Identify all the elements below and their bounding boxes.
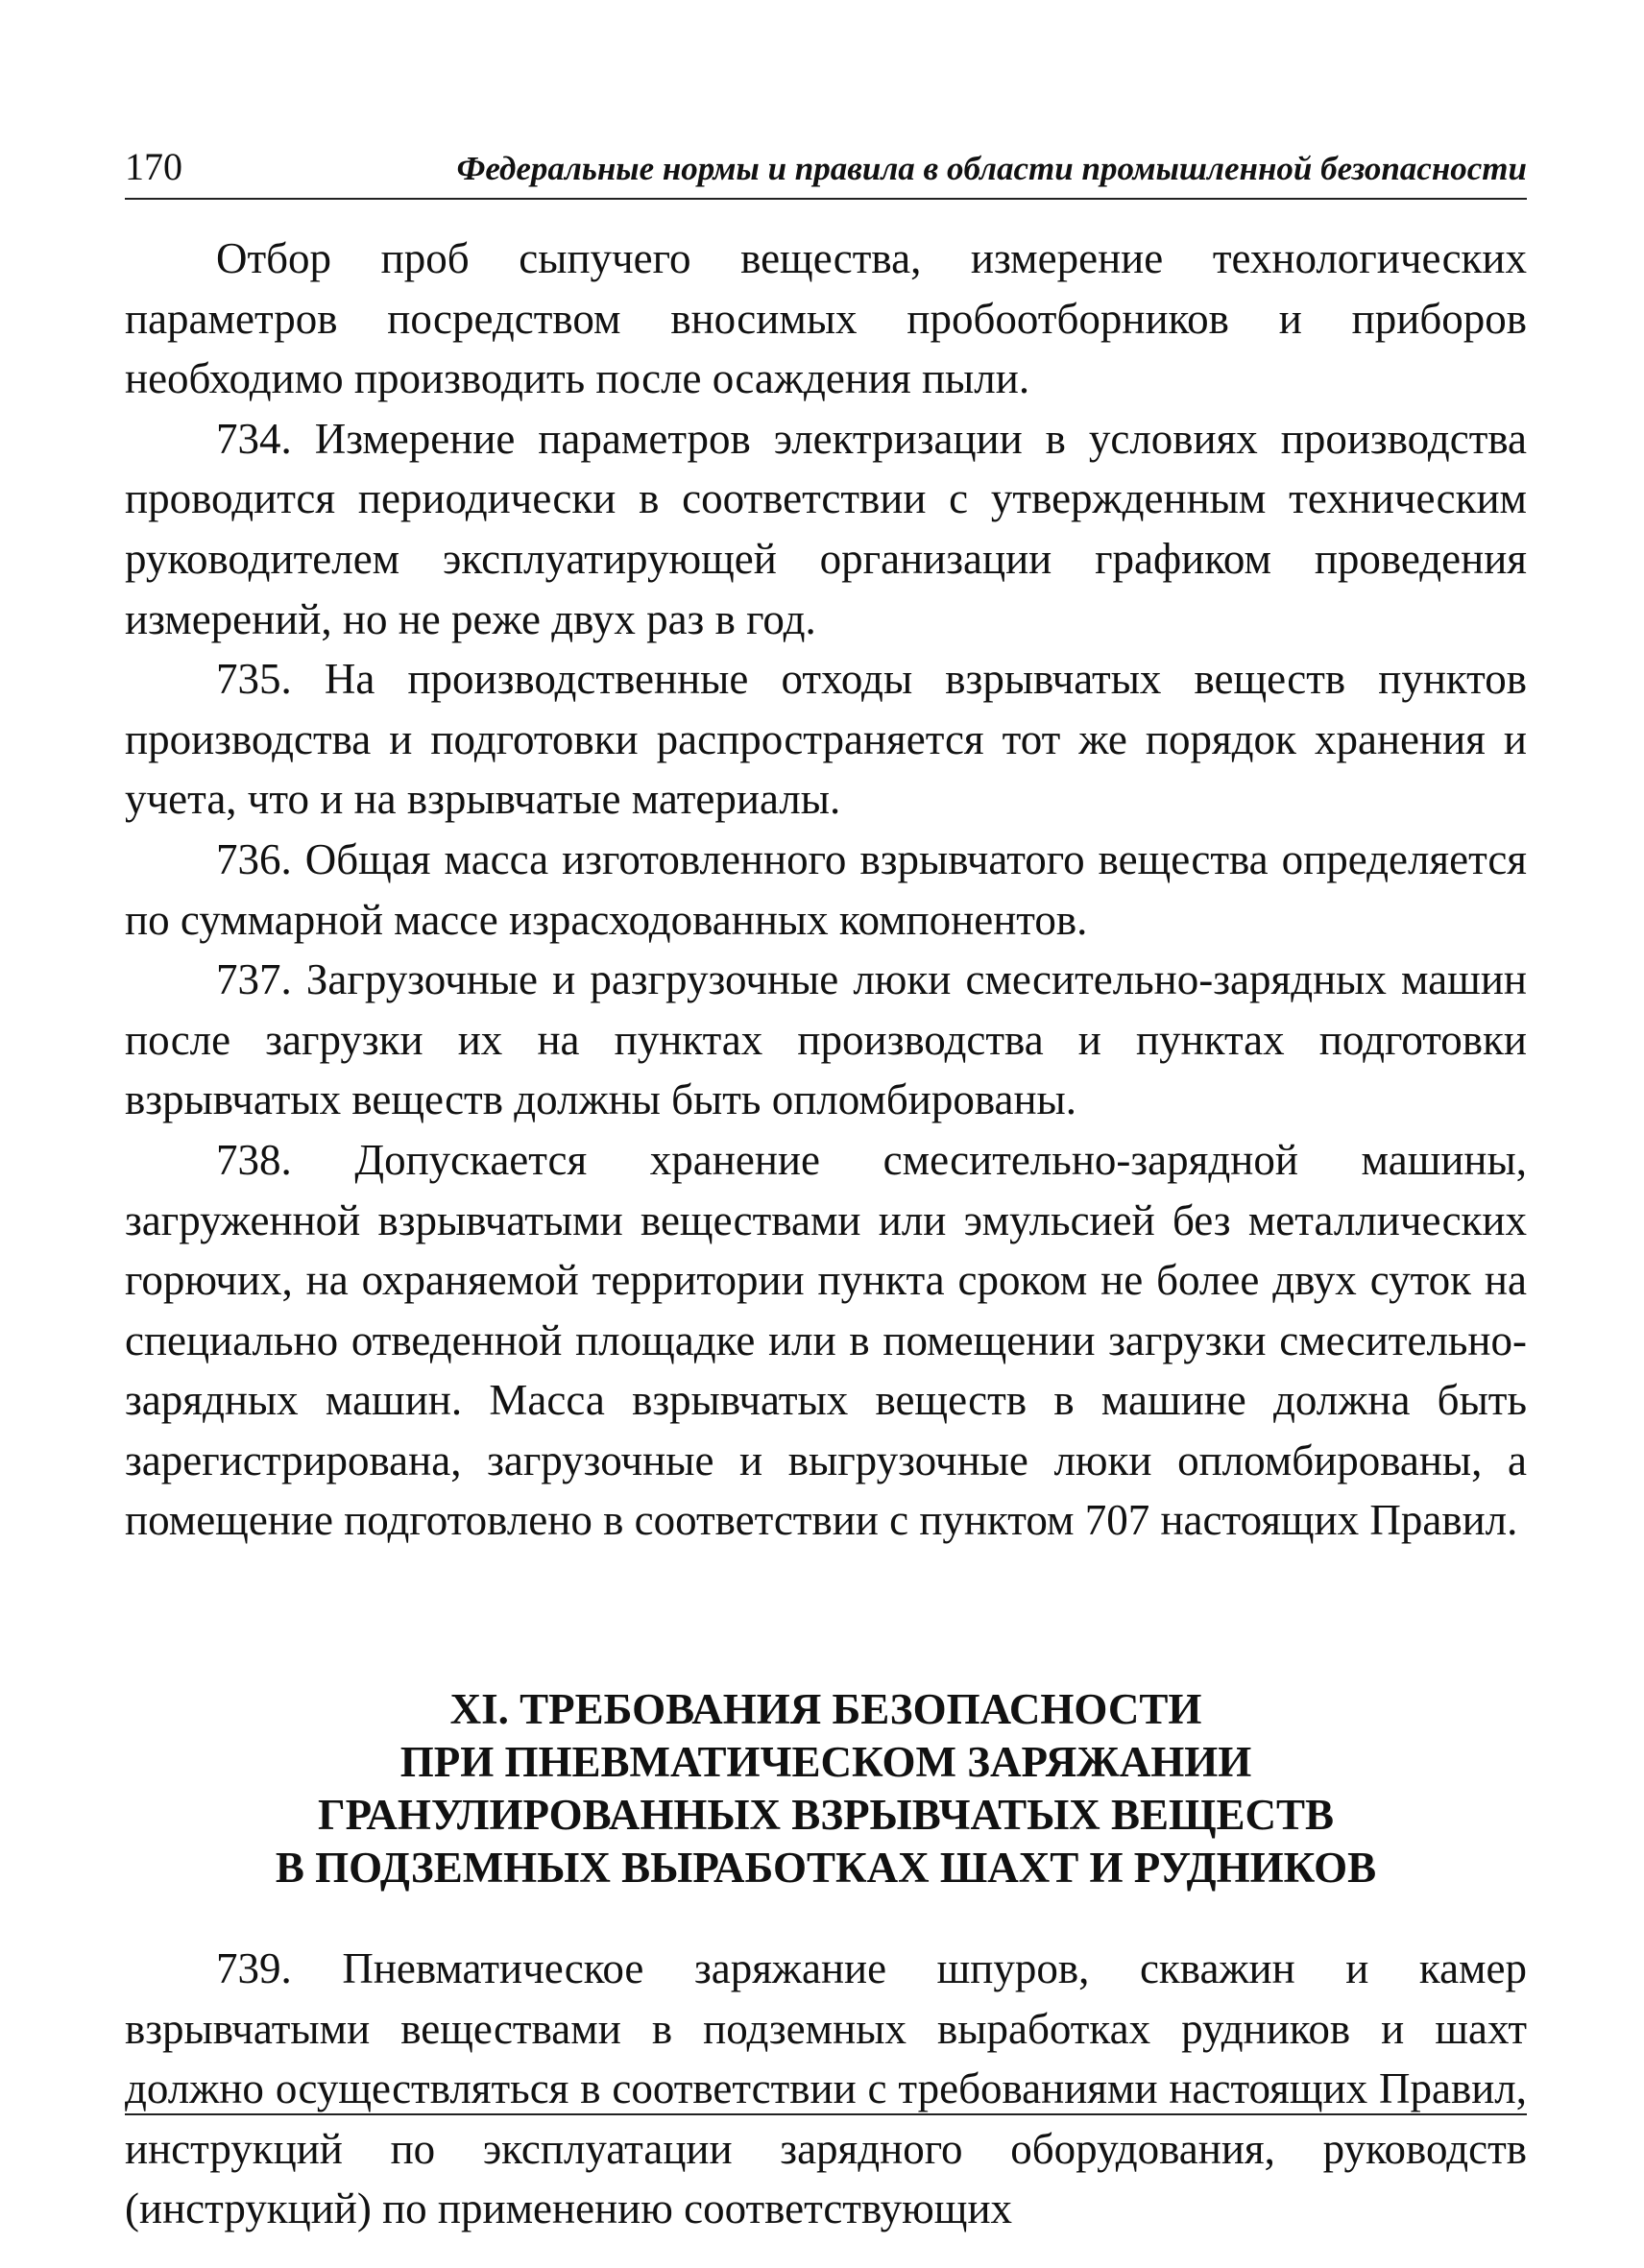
paragraph-739: 739. Пневматическое заряжание шпуров, скважин и камер взрывчатыми веществами в подземных выработках рудников и шахт должно осуществляться в соответствии с требованиями настоящих Правил, инструкций по эксплуатации зарядного оборудования, руководств (инструкций) по применению соответствующих (125, 1944, 1527, 2233)
paragraph-736: 736. Общая масса изготовленного взрывчатого вещества определяется по суммарной массе израсходованных компонентов. (125, 834, 1527, 944)
body-text (125, 229, 1527, 2239)
running-title: Федеральные нормы и правила в области промышленной безопасности (456, 150, 1527, 187)
paragraph-continuation: Отбор проб сыпучего вещества, измерение технологических параметров посредством вносимых пробоотборников и приборов необходимо производить после осаждения пыли. (125, 234, 1527, 403)
paragraph-734: 734. Измерение параметров электризации в условиях производства проводится периодически в соответствии с утвержденным техническим руководителем эксплуатирующей организации графиком проведения измерений, но не реже двух раз в год. (125, 414, 1527, 643)
section-heading-line: ПРИ ПНЕВМАТИЧЕСКОМ ЗАРЯЖАНИИ (399, 1738, 1252, 1787)
paragraph-738: 738. Допускается хранение смесительно-зарядной машины, загруженной взрывчатыми веществами или эмульсией без металлических горючих, на охраняемой территории пункта сроком не более двух суток на специально отведенной площадке или в помещении загрузки смесительно-зарядных машин. Масса взрывчатых веществ в машине должна быть зарегистрирована, загрузочные и выгрузочные люки опломбированы, а помещение подготовлено в соответствии с пунктом 707 настоящих Правил. (125, 1135, 1527, 1545)
document-page (125, 142, 1527, 2233)
section-heading-line: XI. ТРЕБОВАНИЯ БЕЗОПАСНОСТИ (449, 1685, 1202, 1734)
section-heading (125, 1683, 1527, 1894)
page-number: 170 (125, 145, 182, 188)
paragraph-737: 737. Загрузочные и разгрузочные люки смесительно-зарядных машин после загрузки их на пунктах производства и пунктах подготовки взрывчатых веществ должны быть опломбированы. (125, 955, 1527, 1124)
running-header (125, 142, 1527, 200)
section-heading-line: В ПОДЗЕМНЫХ ВЫРАБОТКАХ ШАХТ И РУДНИКОВ (275, 1844, 1377, 1893)
footer-rule (125, 2113, 1527, 2115)
paragraph-735: 735. На производственные отходы взрывчатых веществ пунктов производства и подготовки распространяется тот же порядок хранения и учета, что и на взрывчатые материалы. (125, 655, 1527, 824)
section-heading-line: ГРАНУЛИРОВАННЫХ ВЗРЫВЧАТЫХ ВЕЩЕСТВ (317, 1791, 1335, 1840)
